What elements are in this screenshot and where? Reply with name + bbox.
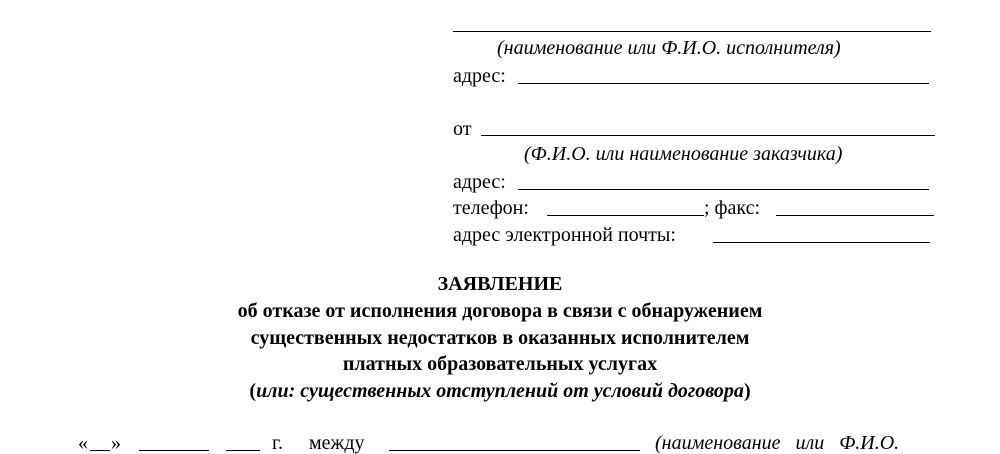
subject-alternative (0, 381, 1000, 401)
fax-line[interactable] (776, 215, 934, 216)
between-label: между (309, 432, 365, 454)
from-label: от (453, 118, 472, 140)
subject-line-2: существенных недостатков в оказанных исполнителем (250, 327, 750, 349)
phone-line[interactable] (547, 215, 704, 216)
alt-close-paren: ) (743, 380, 751, 402)
email-line[interactable] (713, 242, 930, 243)
party-caption: (наименование или Ф.И.О. (655, 432, 900, 454)
month-line[interactable] (139, 450, 209, 451)
customer-address-line[interactable] (518, 189, 929, 190)
fax-label: ; факс: (704, 197, 761, 219)
executor-name-line[interactable] (453, 31, 931, 32)
executor-address-label: адрес: (453, 65, 506, 87)
party-line[interactable] (389, 450, 640, 451)
executor-caption: (наименование или Ф.И.О. исполнителя) (497, 37, 841, 59)
customer-address-label: адрес: (453, 171, 506, 193)
alt-open-paren: ( (249, 380, 257, 402)
document-heading: ЗАЯВЛЕНИЕ (437, 273, 563, 295)
date-close-quote: » (111, 432, 121, 454)
alt-text: или: существенных отступлений от условий договора (256, 380, 744, 402)
executor-address-line[interactable] (518, 83, 929, 84)
customer-caption: (Ф.И.О. или наименование заказчика) (524, 143, 843, 165)
date-open-quote: « (78, 432, 88, 454)
email-label: адрес электронной почты: (453, 224, 676, 246)
subject-line-1: об отказе от исполнения договора в связи с обнаружением (237, 300, 763, 322)
subject-line-3: платных образовательных услугах (342, 353, 658, 375)
day-line[interactable] (90, 450, 110, 451)
customer-name-line[interactable] (481, 135, 935, 136)
phone-label: телефон: (453, 197, 529, 219)
year-line[interactable] (226, 450, 260, 451)
year-suffix: г. (272, 432, 283, 454)
